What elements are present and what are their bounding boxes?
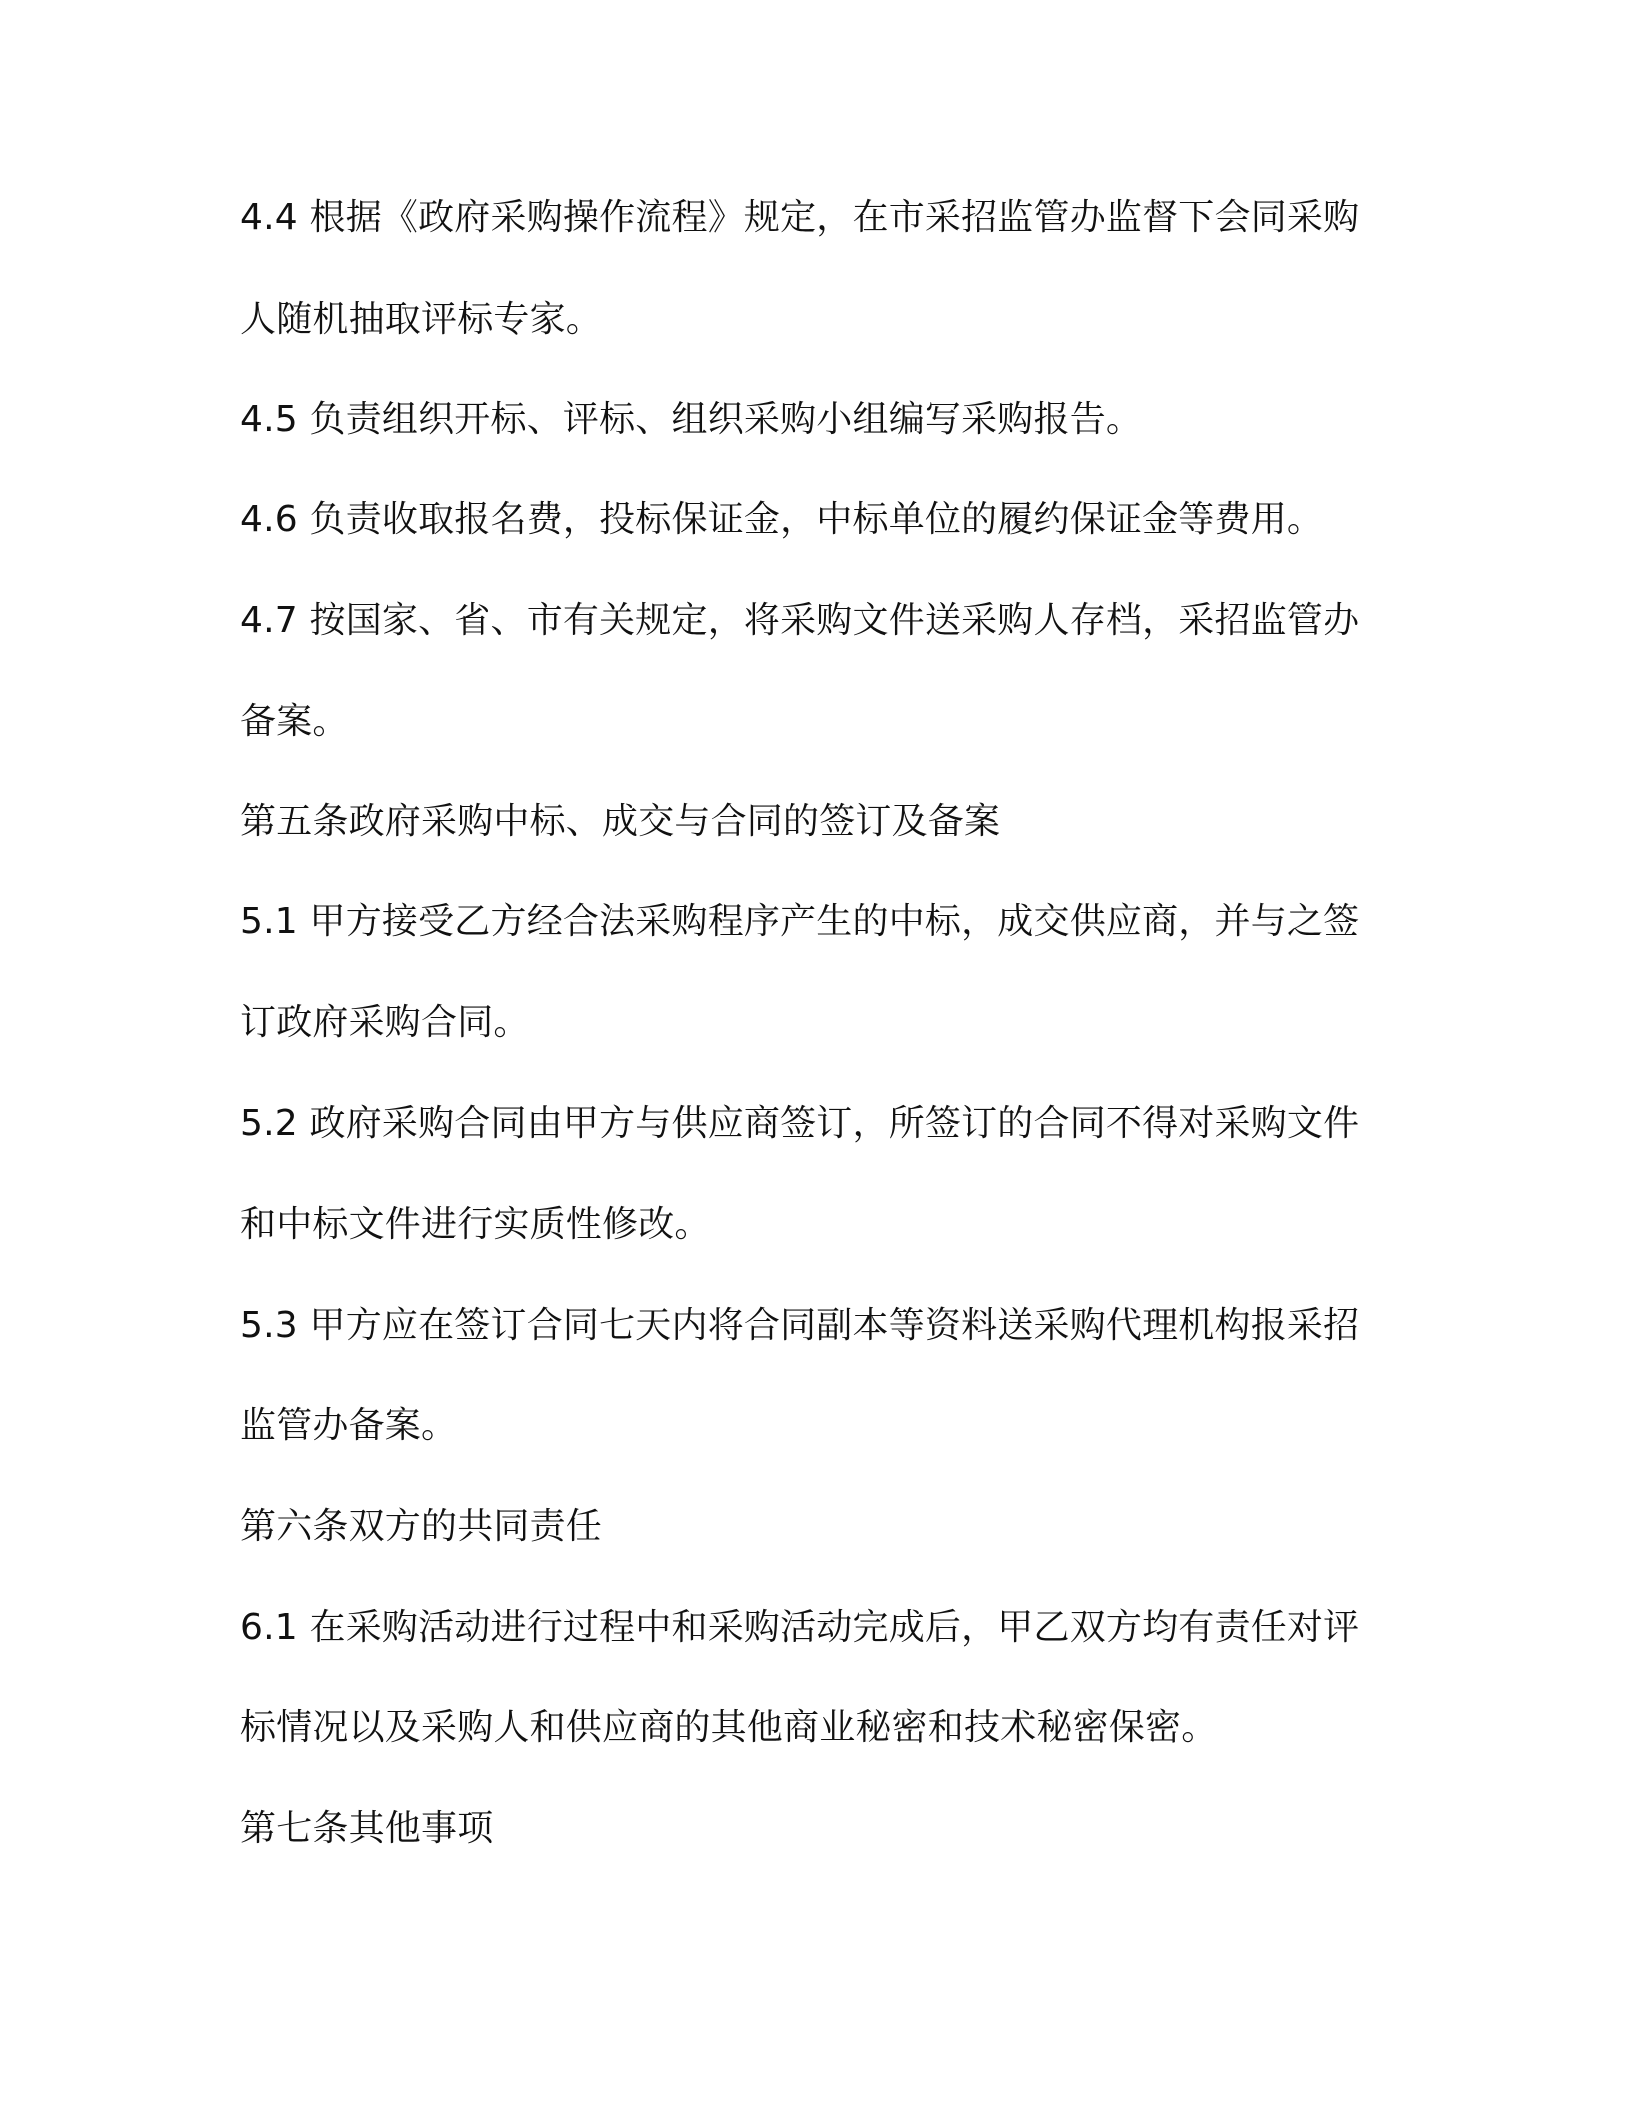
article-6-heading: 第六条双方的共同责任	[240, 1506, 603, 1547]
clause-5-3-line-2: 监管办备案。	[240, 1405, 458, 1446]
clause-5-2-line-2: 和中标文件进行实质性修改。	[240, 1204, 711, 1245]
clause-4-6: 4.6 负责收取报名费，投标保证金，中标单位的履约保证金等费用。	[240, 499, 1324, 540]
clause-4-4-line-1: 4.4 根据《政府采购操作流程》规定，在市采招监管办监督下会同采购	[240, 197, 1360, 238]
clause-5-1-line-2: 订政府采购合同。	[240, 1002, 530, 1043]
clause-4-7-line-2: 备案。	[240, 701, 349, 742]
clause-5-2-line-1: 5.2 政府采购合同由甲方与供应商签订，所签订的合同不得对采购文件	[240, 1103, 1360, 1144]
clause-4-4-line-2: 人随机抽取评标专家。	[240, 299, 603, 340]
clause-5-3-line-1: 5.3 甲方应在签订合同七天内将合同副本等资料送采购代理机构报采招	[240, 1305, 1360, 1346]
clause-5-1-line-1: 5.1 甲方接受乙方经合法采购程序产生的中标，成交供应商，并与之签	[240, 901, 1360, 942]
clause-4-5: 4.5 负责组织开标、评标、组织采购小组编写采购报告。	[240, 399, 1143, 440]
clause-6-1-line-1: 6.1 在采购活动进行过程中和采购活动完成后，甲乙双方均有责任对评	[240, 1607, 1360, 1648]
article-7-heading: 第七条其他事项	[240, 1808, 494, 1849]
clause-4-7-line-1: 4.7 按国家、省、市有关规定，将采购文件送采购人存档，采招监管办	[240, 600, 1360, 641]
clause-6-1-line-2: 标情况以及采购人和供应商的其他商业秘密和技术秘密保密。	[240, 1707, 1218, 1748]
article-5-heading: 第五条政府采购中标、成交与合同的签订及备案	[240, 801, 1001, 842]
